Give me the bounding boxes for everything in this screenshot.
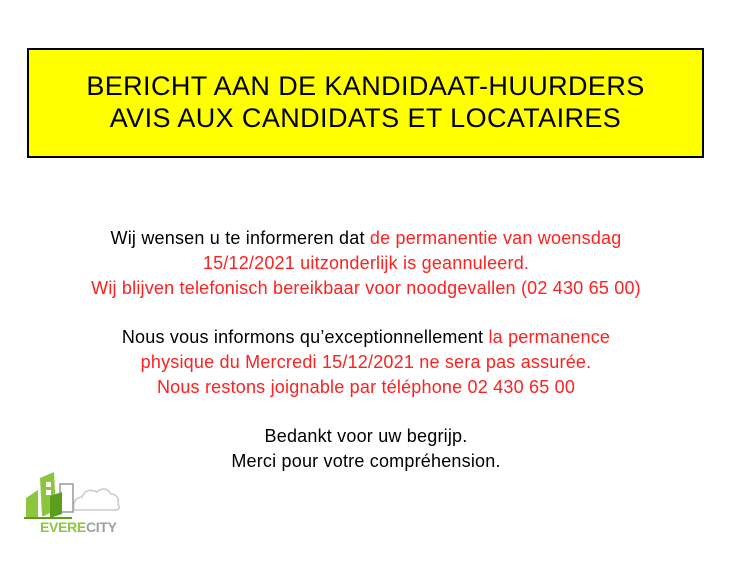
- dutch-intro-text: Wij wensen u te informeren dat: [110, 228, 370, 248]
- french-highlight-text: la permanence: [488, 327, 611, 347]
- thanks-dutch: Bedankt voor uw begrijp.: [264, 426, 468, 446]
- banner-title-dutch: BERICHT AAN DE KANDIDAAT-HUURDERS: [86, 71, 645, 101]
- building-window: [46, 482, 51, 487]
- dutch-line-3: Wij blijven telefonisch bereikbaar voor noodgevallen (02 430 65 00): [91, 278, 641, 298]
- paragraph-spacer: [0, 400, 732, 424]
- everecity-logo-graphic: [22, 470, 132, 522]
- notice-body: [0, 226, 732, 474]
- paragraph-spacer: [0, 301, 732, 325]
- building-window: [46, 490, 51, 495]
- notice-banner: [27, 48, 704, 158]
- dutch-highlight-text: de permanentie van woensdag: [369, 228, 622, 248]
- french-line-3: Nous restons joignable par téléphone 02 430 65 00: [156, 377, 576, 397]
- everecity-logo: [22, 470, 132, 540]
- french-line-2: physique du Mercredi 15/12/2021 ne sera pas assurée.: [140, 352, 592, 372]
- dutch-line-2: 15/12/2021 uitzonderlijk is geannuleerd.: [202, 253, 530, 273]
- banner-title-french: AVIS AUX CANDIDATS ET LOCATAIRES: [109, 103, 622, 133]
- cloud-shape: [74, 489, 120, 510]
- dutch-line-1: [0, 226, 732, 251]
- logo-wordmark: [40, 519, 117, 535]
- french-line-1: [0, 325, 732, 350]
- green-building-left: [26, 490, 38, 518]
- logo-wordmark-city: CITY: [85, 519, 117, 535]
- logo-wordmark-evere: EVERE: [40, 519, 86, 535]
- thanks-french: Merci pour votre compréhension.: [231, 451, 501, 471]
- green-building-roof: [50, 492, 62, 518]
- french-intro-text: Nous vous informons qu’exceptionnellement: [121, 327, 489, 347]
